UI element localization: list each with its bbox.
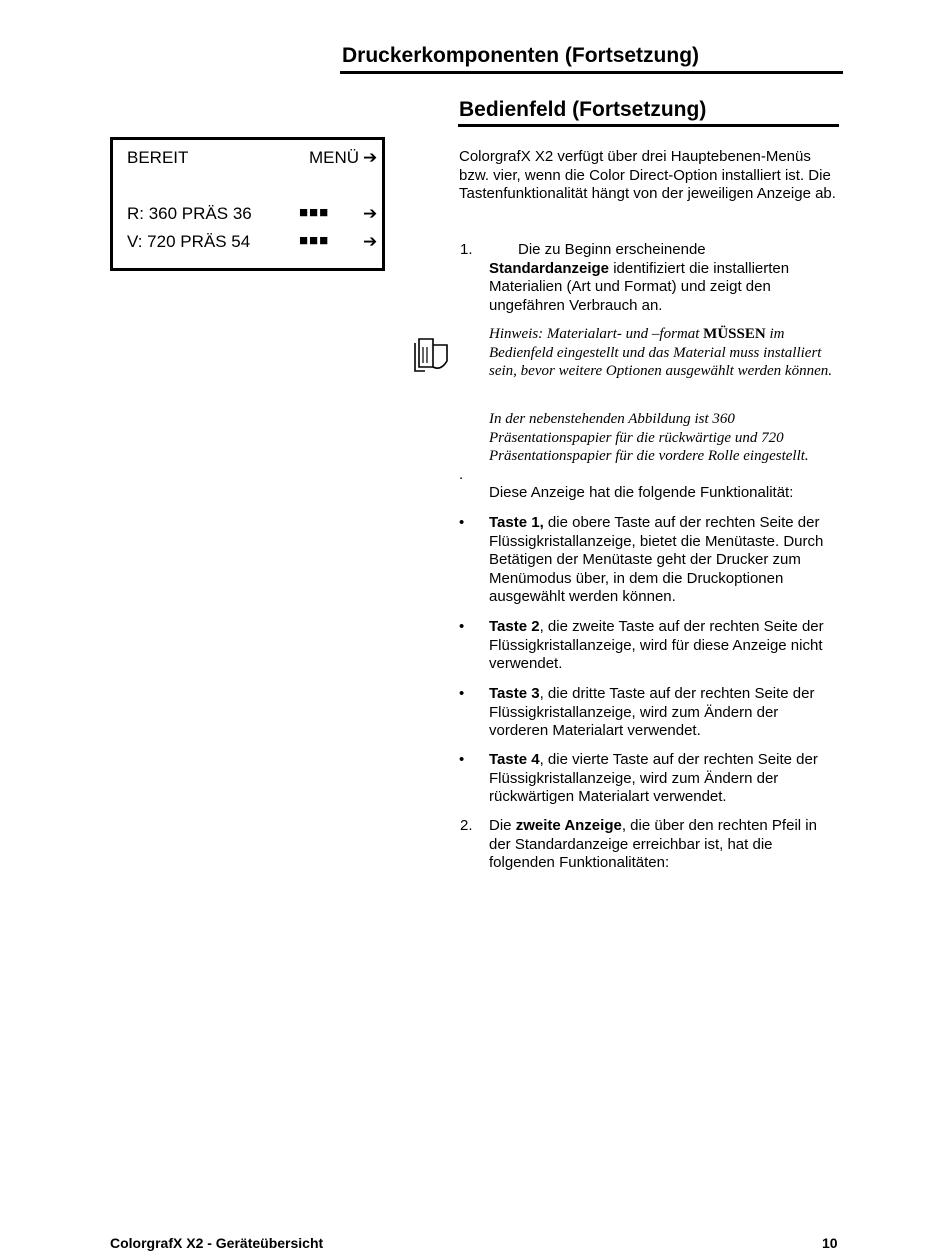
lcd-front-arrow-icon: ➔ bbox=[363, 232, 378, 251]
bullet-1-rest: die obere Taste auf der rechten Seite der Flüssigkristallanzeige, bietet die Menütaste. Durch Betätigen der Menütaste geht der Drucker zum Menümodus über, in dem die Druckoptionen ausgewählt werden können. bbox=[489, 514, 824, 605]
bullet-1-text bbox=[489, 514, 839, 607]
item-2-lead: Die bbox=[489, 817, 516, 834]
lcd-rear-media-text: R: 360 PRÄS 36 bbox=[127, 204, 252, 223]
footer-document-title: ColorgrafX X2 - Geräteübersicht bbox=[110, 1235, 324, 1251]
note-2: In der nebenstehenden Abbildung ist 360 Präsentationspapier für die rückwärtige und 720 Präsentationspapier für die vordere Rolle eingestellt. bbox=[489, 411, 809, 464]
bullet-3-text bbox=[489, 685, 839, 741]
bullet-4-rest: , die vierte Taste auf der rechten Seite der Flüssigkristallanzeige, wird zum Ändern der rückwärtigen Materialart verwendet. bbox=[489, 751, 818, 805]
section-rule bbox=[458, 124, 839, 127]
chapter-title: Druckerkomponenten (Fortsetzung) bbox=[342, 44, 700, 67]
lcd-rear-arrow-icon: ➔ bbox=[363, 204, 378, 223]
lcd-rear-usage-blocks: ■■■ bbox=[299, 204, 330, 221]
item-1-number: 1. bbox=[460, 241, 473, 258]
bullet-2-symbol: • bbox=[459, 618, 465, 635]
note-pages-icon bbox=[411, 335, 451, 375]
bullet-3-rest: , die dritte Taste auf der rechten Seite der Flüssigkristallanzeige, wird zum Ändern der vorderen Materialart verwendet. bbox=[489, 685, 815, 739]
bullet-4-bold: Taste 4 bbox=[489, 751, 540, 768]
item-2-text bbox=[489, 817, 839, 873]
lcd-front-media-text: V: 720 PRÄS 54 bbox=[127, 232, 251, 251]
intro-paragraph: ColorgrafX X2 verfügt über drei Hauptebenen-Menüs bzw. vier, wenn die Color Direct-Option installiert ist. Die Tastenfunktionalität hängt von der jeweiligen Anzeige ab. bbox=[459, 148, 836, 202]
bullet-2-bold: Taste 2 bbox=[489, 618, 540, 635]
item-2-rest: , die über den rechten Pfeil in der Standardanzeige erreichbar ist, hat die folgenden Funktionalitäten: bbox=[489, 817, 817, 871]
bullet-1-bold: Taste 1, bbox=[489, 514, 544, 531]
item-2-bold: zweite Anzeige bbox=[515, 817, 622, 834]
bullet-4-symbol: • bbox=[459, 751, 465, 768]
function-intro: Diese Anzeige hat die folgende Funktionalität: bbox=[489, 484, 794, 501]
item-1-rest: identifiziert die installierten Materialien (Art und Format) und zeigt den ungefähren Verbrauch an. bbox=[489, 259, 790, 314]
bullet-3-bold: Taste 3 bbox=[489, 685, 540, 702]
item-1-lead: Die zu Beginn erscheinende bbox=[518, 241, 706, 258]
item-1-text bbox=[489, 241, 839, 315]
chapter-rule bbox=[340, 71, 843, 74]
note-1 bbox=[489, 325, 844, 381]
lcd-display-illustration bbox=[110, 137, 385, 271]
note-1-before: Hinweis: Materialart- und –format bbox=[489, 326, 704, 342]
section-title: Bedienfeld (Fortsetzung) bbox=[459, 98, 707, 121]
bullet-1-symbol: • bbox=[459, 514, 465, 531]
bullet-2-text bbox=[489, 618, 839, 674]
item-2-number: 2. bbox=[460, 817, 473, 834]
bullet-3-symbol: • bbox=[459, 685, 465, 702]
lcd-menu-label: MENÜ bbox=[309, 148, 360, 167]
lcd-front-usage-blocks: ■■■ bbox=[299, 232, 330, 249]
stray-dot: . bbox=[459, 466, 464, 483]
footer-page-number: 10 bbox=[822, 1235, 838, 1251]
note-1-caps: MÜSSEN bbox=[703, 326, 766, 342]
lcd-status-text: BEREIT bbox=[127, 148, 189, 167]
item-1-bold: Standardanzeige bbox=[489, 259, 610, 277]
bullet-2-rest: , die zweite Taste auf der rechten Seite der Flüssigkristallanzeige, wird für diese Anzeige nicht verwendet. bbox=[489, 618, 824, 672]
lcd-menu-arrow-icon: ➔ bbox=[363, 148, 378, 167]
note-1-after: im Bedienfeld eingestellt und das Material muss installiert sein, bevor weitere Optionen ausgewählt werden können. bbox=[489, 326, 832, 379]
bullet-4-text bbox=[489, 751, 839, 807]
